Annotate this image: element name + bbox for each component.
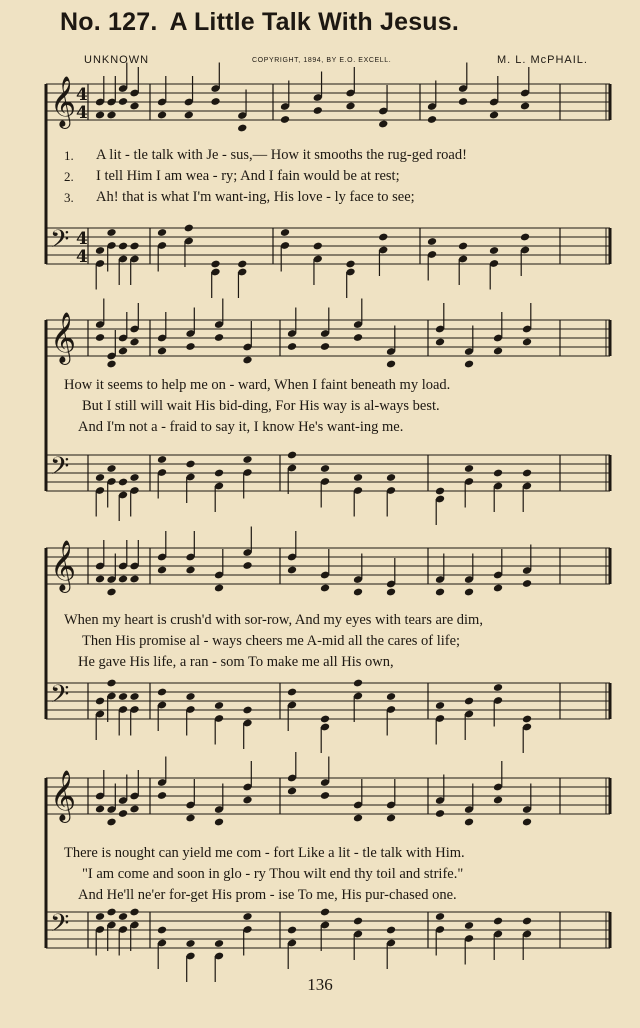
note-head bbox=[106, 679, 116, 688]
note-head bbox=[522, 917, 532, 926]
time-signature: 4 bbox=[76, 85, 88, 105]
lyric-text: And He'll ne'er for-get His prom - ise To me, His pur-chased one. bbox=[78, 887, 457, 903]
note-head bbox=[242, 356, 252, 365]
lyric-line bbox=[58, 166, 606, 187]
note-head bbox=[242, 912, 252, 921]
note-head bbox=[458, 242, 468, 251]
lyric-line bbox=[58, 145, 606, 166]
note-head bbox=[242, 455, 252, 464]
lyrics-block bbox=[58, 843, 606, 906]
note-head bbox=[118, 347, 128, 356]
note-head bbox=[118, 912, 128, 921]
note-head bbox=[522, 338, 532, 347]
note-head bbox=[129, 805, 139, 814]
note-head bbox=[214, 584, 224, 593]
note-head bbox=[214, 818, 224, 827]
bass-clef-icon: 𝄢 bbox=[50, 225, 70, 260]
note-head bbox=[378, 233, 388, 242]
lyric-line bbox=[58, 375, 606, 396]
note-head bbox=[157, 228, 167, 237]
treble-clef-icon: 𝄞 bbox=[50, 312, 77, 363]
note-head bbox=[522, 469, 532, 478]
note-head bbox=[129, 102, 139, 111]
verse-number: 3. bbox=[64, 190, 74, 205]
note-head bbox=[313, 242, 323, 251]
lyric-text: But I still will wait His bid-ding, For His way is al-ways best. bbox=[82, 398, 440, 414]
note-head bbox=[435, 487, 445, 496]
note-head bbox=[185, 566, 195, 575]
note-head bbox=[386, 588, 396, 597]
lyrics-block bbox=[58, 375, 606, 438]
note-head bbox=[313, 106, 323, 115]
note-head bbox=[287, 566, 297, 575]
note-head bbox=[493, 347, 503, 356]
note-head bbox=[280, 228, 290, 237]
note-head bbox=[106, 908, 116, 917]
note-head bbox=[237, 260, 247, 269]
note-head bbox=[185, 939, 195, 948]
note-head bbox=[280, 115, 290, 124]
note-head bbox=[378, 120, 388, 129]
note-head bbox=[464, 921, 474, 930]
note-head bbox=[118, 97, 128, 106]
note-head bbox=[320, 791, 330, 800]
note-head bbox=[106, 818, 116, 827]
time-signature: 4 bbox=[76, 103, 88, 123]
verse-number: 2. bbox=[64, 169, 74, 184]
note-head bbox=[106, 111, 116, 120]
note-head bbox=[287, 342, 297, 351]
note-head bbox=[435, 912, 445, 921]
time-signature: 4 bbox=[76, 247, 88, 267]
note-head bbox=[386, 814, 396, 823]
note-head bbox=[210, 97, 220, 106]
note-head bbox=[184, 224, 194, 233]
note-head bbox=[287, 688, 297, 697]
lyric-text: When my heart is crush'd with sor-row, And my eyes with tears are dim, bbox=[64, 612, 483, 628]
note-head bbox=[435, 701, 445, 710]
lyrics-block bbox=[58, 145, 606, 208]
lyric-text: He gave His life, a ran - som To make me all His own, bbox=[78, 654, 394, 670]
note-head bbox=[118, 692, 128, 701]
note-head bbox=[464, 697, 474, 706]
note-head bbox=[353, 814, 363, 823]
note-head bbox=[386, 692, 396, 701]
lyric-line bbox=[58, 187, 606, 208]
note-head bbox=[95, 246, 105, 255]
note-head bbox=[435, 809, 445, 818]
note-head bbox=[287, 926, 297, 935]
note-head bbox=[95, 111, 105, 120]
lyric-text: How it seems to help me on - ward, When I faint beneath my load. bbox=[64, 377, 451, 393]
note-head bbox=[464, 818, 474, 827]
lyric-text: And I'm not a - fraid to say it, I know He's want-ing me. bbox=[78, 419, 404, 435]
time-signature: 4 bbox=[76, 229, 88, 249]
note-head bbox=[118, 242, 128, 251]
note-head bbox=[184, 111, 194, 120]
note-head bbox=[287, 451, 297, 460]
note-head bbox=[157, 688, 167, 697]
treble-clef-icon: 𝄞 bbox=[50, 76, 77, 127]
bass-clef-icon: 𝄢 bbox=[50, 452, 70, 487]
page-number: 136 bbox=[307, 975, 333, 994]
note-head bbox=[185, 342, 195, 351]
note-head bbox=[185, 460, 195, 469]
note-head bbox=[157, 111, 167, 120]
lyric-line bbox=[58, 396, 606, 417]
note-head bbox=[493, 584, 503, 593]
note-head bbox=[106, 588, 116, 597]
note-head bbox=[386, 473, 396, 482]
note-head bbox=[210, 260, 220, 269]
note-head bbox=[458, 97, 468, 106]
note-head bbox=[242, 796, 252, 805]
note-head bbox=[129, 473, 139, 482]
note-head bbox=[95, 912, 105, 921]
hymn-title: A Little Talk With Jesus. bbox=[169, 8, 460, 36]
note-head bbox=[129, 242, 139, 251]
note-head bbox=[214, 469, 224, 478]
note-head bbox=[320, 464, 330, 473]
note-head bbox=[489, 111, 499, 120]
copyright-notice: COPYRIGHT, 1894, BY E.O. EXCELL. bbox=[252, 57, 392, 64]
lyric-line bbox=[58, 864, 606, 885]
note-head bbox=[427, 115, 437, 124]
bass-clef-icon: 𝄢 bbox=[50, 680, 70, 715]
note-head bbox=[157, 347, 167, 356]
words-credit: UNKNOWN bbox=[84, 54, 150, 66]
lyrics-block bbox=[58, 610, 606, 673]
note-head bbox=[95, 697, 105, 706]
note-head bbox=[129, 692, 139, 701]
note-head bbox=[118, 478, 128, 487]
note-head bbox=[493, 917, 503, 926]
note-head bbox=[435, 338, 445, 347]
lyric-text: There is nought can yield me com - fort Like a lit - tle talk with Him. bbox=[64, 845, 465, 861]
note-head bbox=[353, 333, 363, 342]
note-head bbox=[353, 917, 363, 926]
note-head bbox=[320, 342, 330, 351]
verse-number: 1. bbox=[64, 148, 74, 163]
note-head bbox=[157, 455, 167, 464]
note-head bbox=[118, 809, 128, 818]
hymn-title-line bbox=[60, 8, 459, 37]
note-head bbox=[157, 566, 167, 575]
note-head bbox=[320, 908, 330, 917]
note-head bbox=[157, 791, 167, 800]
note-head bbox=[185, 814, 195, 823]
note-head bbox=[242, 561, 252, 570]
note-head bbox=[435, 588, 445, 597]
note-head bbox=[520, 102, 530, 111]
lyric-line bbox=[58, 610, 606, 631]
note-head bbox=[242, 706, 252, 715]
note-head bbox=[464, 360, 474, 369]
note-head bbox=[106, 464, 116, 473]
note-head bbox=[129, 575, 139, 584]
bass-clef-icon: 𝄢 bbox=[50, 909, 70, 944]
note-head bbox=[118, 575, 128, 584]
note-head bbox=[520, 233, 530, 242]
note-head bbox=[214, 701, 224, 710]
music-credit: M. L. McPHAIL. bbox=[496, 54, 588, 66]
hymn-number: No. 127. bbox=[60, 8, 158, 36]
treble-clef-icon: 𝄞 bbox=[50, 770, 77, 821]
note-head bbox=[214, 333, 224, 342]
treble-clef-icon: 𝄞 bbox=[50, 540, 77, 591]
lyric-text: "I am come and soon in glo - ry Thou wilt end thy toil and strife." bbox=[82, 866, 464, 882]
note-head bbox=[427, 237, 437, 246]
lyric-text: Ah! that is what I'm want-ing, His love - ly face to see; bbox=[96, 189, 415, 205]
note-head bbox=[464, 588, 474, 597]
note-head bbox=[320, 584, 330, 593]
note-head bbox=[522, 579, 532, 588]
note-head bbox=[157, 926, 167, 935]
note-head bbox=[106, 360, 116, 369]
note-head bbox=[214, 939, 224, 948]
note-head bbox=[129, 338, 139, 347]
note-head bbox=[129, 908, 139, 917]
note-head bbox=[493, 469, 503, 478]
note-head bbox=[106, 228, 116, 237]
note-head bbox=[489, 246, 499, 255]
lyric-text: A lit - tle talk with Je - sus,— How it smooths the rug-ged road! bbox=[96, 147, 467, 163]
note-head bbox=[522, 715, 532, 724]
lyric-text: Then His promise al - ways cheers me A-mid all the cares of life; bbox=[82, 633, 461, 649]
note-head bbox=[95, 805, 105, 814]
note-head bbox=[493, 683, 503, 692]
note-head bbox=[345, 102, 355, 111]
lyric-line bbox=[58, 417, 606, 438]
lyric-line bbox=[58, 843, 606, 864]
note-head bbox=[320, 715, 330, 724]
note-head bbox=[95, 473, 105, 482]
note-head bbox=[95, 575, 105, 584]
note-head bbox=[353, 679, 363, 688]
note-head bbox=[464, 464, 474, 473]
lyric-line bbox=[58, 631, 606, 652]
note-head bbox=[493, 796, 503, 805]
note-head bbox=[386, 926, 396, 935]
note-head bbox=[185, 692, 195, 701]
note-head bbox=[386, 360, 396, 369]
note-head bbox=[353, 473, 363, 482]
lyric-line bbox=[58, 652, 606, 673]
note-head bbox=[345, 260, 355, 269]
note-head bbox=[353, 588, 363, 597]
lyric-line bbox=[58, 885, 606, 906]
lyric-text: I tell Him I am wea - ry; And I fain would be at rest; bbox=[96, 168, 400, 184]
note-head bbox=[95, 333, 105, 342]
note-head bbox=[287, 787, 297, 796]
note-head bbox=[522, 818, 532, 827]
note-head bbox=[237, 124, 247, 133]
